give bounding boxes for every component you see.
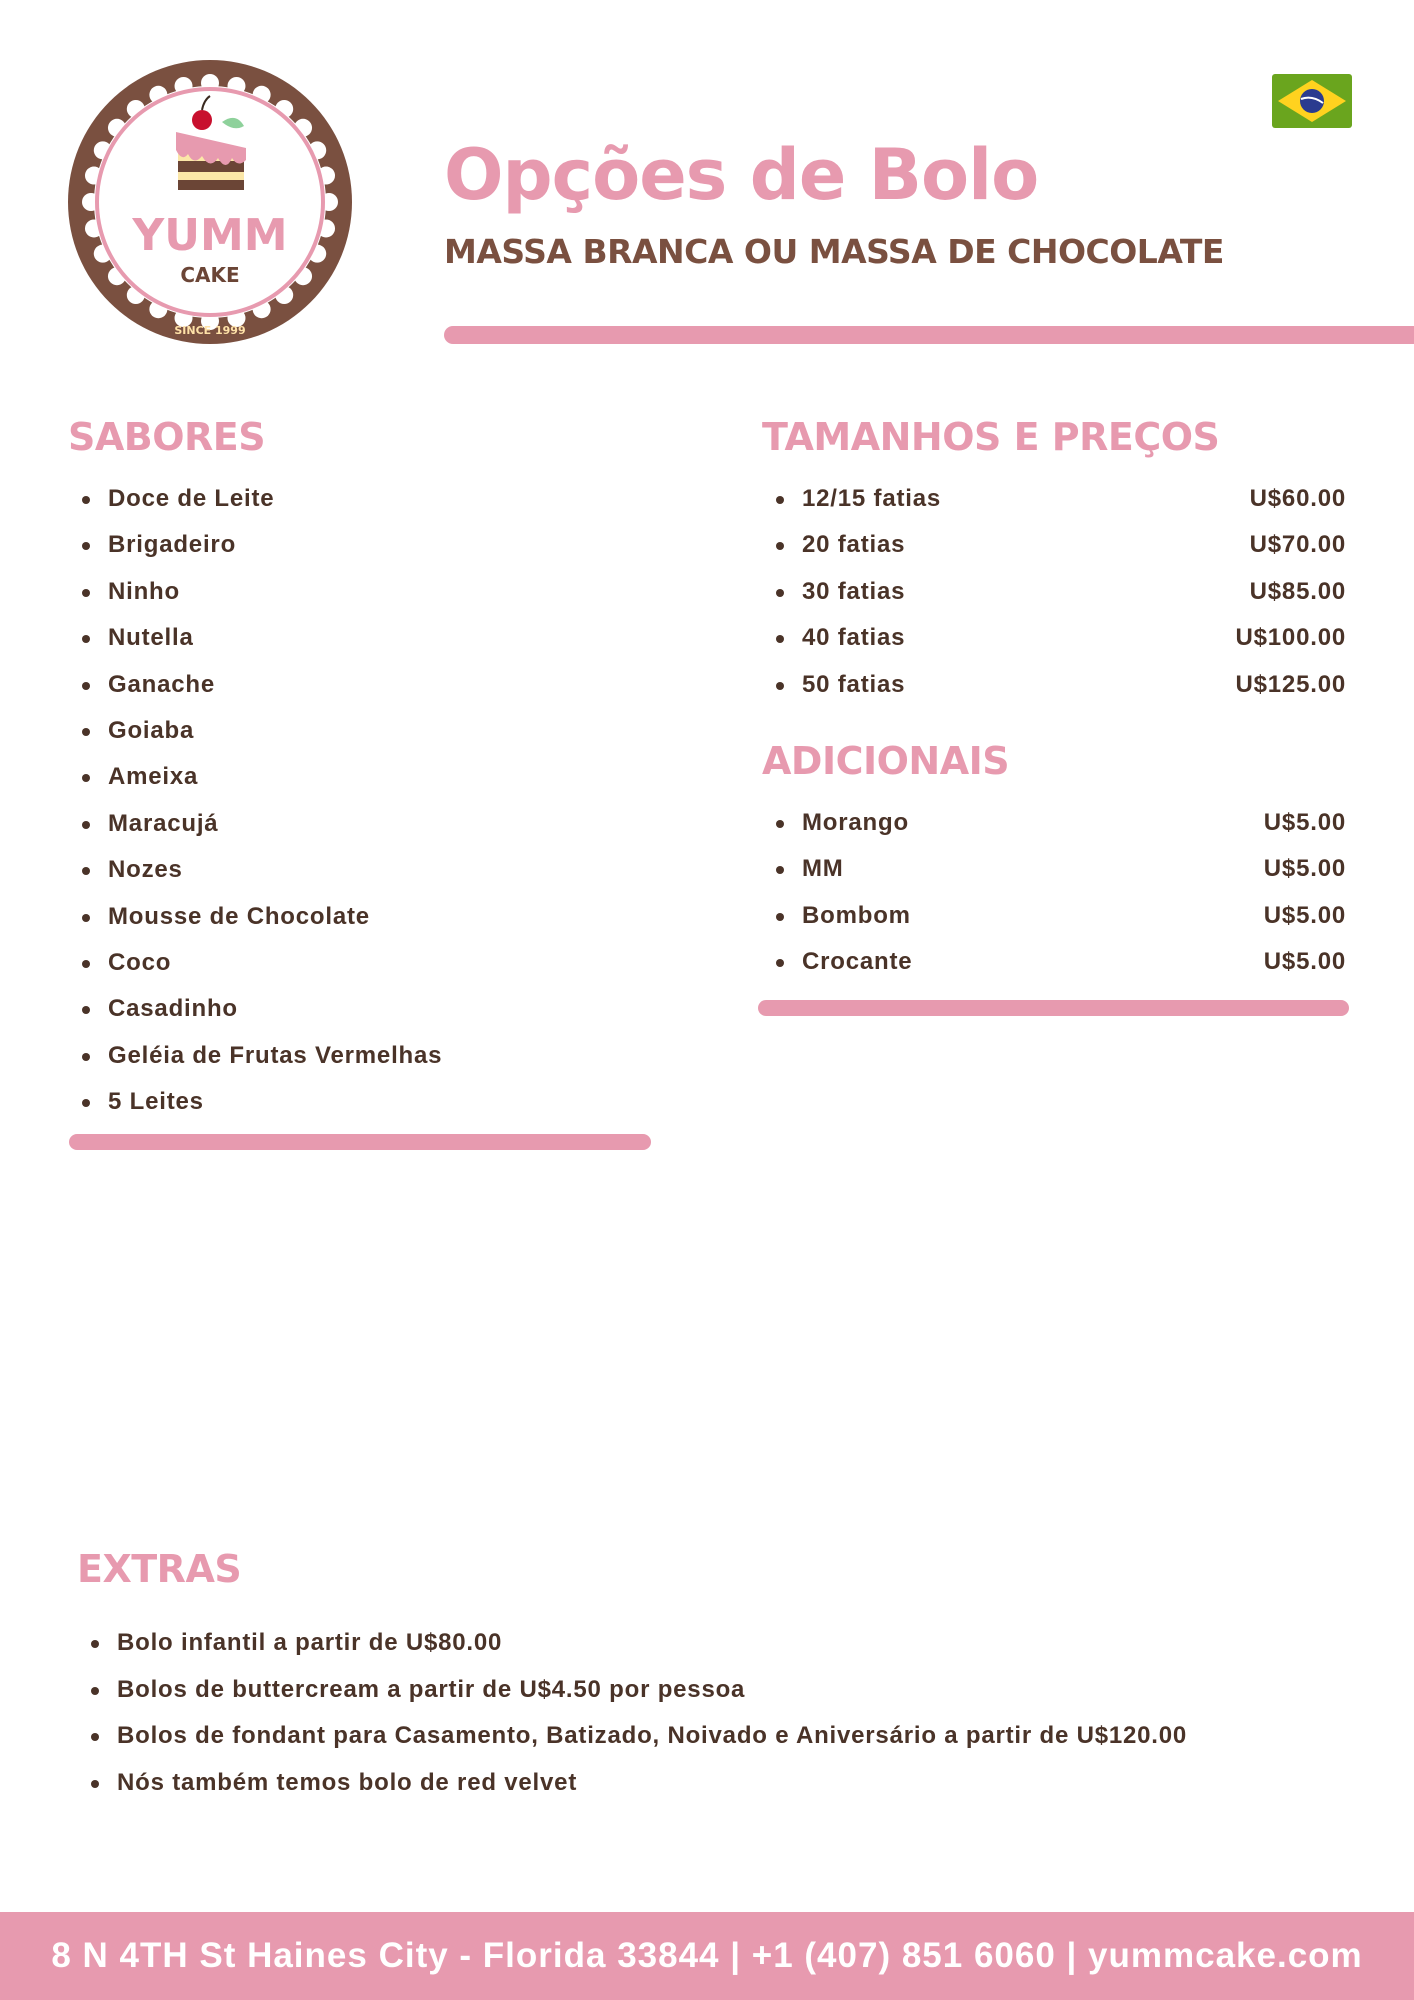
brazil-flag-icon[interactable] [1272, 74, 1352, 128]
page-subtitle: MASSA BRANCA OU MASSA DE CHOCOLATE [444, 232, 1224, 271]
list-item: Mousse de Chocolate [68, 894, 652, 940]
size-price: U$70.00 [1249, 531, 1346, 559]
addon-price: U$5.00 [1263, 855, 1346, 883]
size-price: U$60.00 [1249, 485, 1346, 512]
addon-price: U$5.00 [1263, 948, 1346, 976]
size-label: 30 fatias [802, 577, 906, 605]
sabores-divider [69, 1134, 651, 1150]
list-item: 5 Leites [68, 1079, 652, 1125]
addon-label: Bombom [802, 901, 911, 929]
list-item: Nós também temos bolo de red velvet [77, 1760, 1377, 1807]
adicionais-heading: ADICIONAIS [762, 739, 1010, 783]
adicionais-section [762, 736, 1346, 986]
list-item [762, 615, 1346, 661]
list-item: Coco [68, 940, 652, 986]
list-item [762, 800, 1346, 846]
addon-label: Crocante [802, 948, 913, 976]
list-item: Ninho [68, 569, 652, 615]
size-label: 12/15 fatias [802, 485, 942, 512]
sabores-section [68, 412, 652, 1125]
extras-heading: EXTRAS [77, 1547, 242, 1591]
addon-price: U$5.00 [1263, 901, 1346, 929]
tamanhos-section [762, 412, 1346, 708]
list-item: Ganache [68, 662, 652, 708]
size-label: 20 fatias [802, 531, 906, 559]
size-label: 50 fatias [802, 670, 906, 698]
addon-label: MM [802, 855, 844, 883]
addon-price: U$5.00 [1263, 809, 1346, 836]
size-price: U$100.00 [1235, 624, 1346, 652]
adicionais-divider [758, 1000, 1349, 1016]
addon-label: Morango [802, 809, 909, 836]
sabores-list [68, 476, 652, 1125]
logo-brand-bottom: CAKE [180, 263, 240, 287]
list-item: Brigadeiro [68, 522, 652, 568]
yumm-cake-logo [68, 60, 352, 344]
list-item: Goiaba [68, 708, 652, 754]
logo-since: SINCE 1999 [174, 324, 246, 337]
list-item: Maracujá [68, 801, 652, 847]
list-item [762, 939, 1346, 985]
size-label: 40 fatias [802, 624, 906, 652]
tamanhos-heading: TAMANHOS E PREÇOS [762, 415, 1220, 459]
list-item: Bolos de buttercream a partir de U$4.50 por pessoa [77, 1667, 1377, 1714]
tamanhos-list [762, 476, 1346, 708]
list-item [762, 893, 1346, 939]
footer-contact: 8 N 4TH St Haines City - Florida 33844 | +1 (407) 851 6060 | yummcake.com [51, 1936, 1363, 1975]
list-item: Geléia de Frutas Vermelhas [68, 1033, 652, 1079]
list-item [762, 476, 1346, 522]
adicionais-list [762, 800, 1346, 986]
list-item [762, 569, 1346, 615]
size-price: U$125.00 [1235, 670, 1346, 698]
page-title: Opções de Bolo [444, 134, 1039, 216]
list-item: Casadinho [68, 986, 652, 1032]
header-divider [444, 326, 1414, 344]
extras-section [77, 1544, 1377, 1806]
list-item [762, 846, 1346, 892]
list-item: Ameixa [68, 754, 652, 800]
list-item [762, 662, 1346, 708]
list-item [762, 522, 1346, 568]
size-price: U$85.00 [1249, 577, 1346, 605]
list-item: Nozes [68, 847, 652, 893]
sabores-heading: SABORES [68, 415, 266, 459]
list-item: Nutella [68, 615, 652, 661]
extras-list [77, 1620, 1377, 1806]
list-item: Bolos de fondant para Casamento, Batizado, Noivado e Aniversário a partir de U$120.00 [77, 1713, 1377, 1760]
footer-bar [0, 1912, 1414, 2000]
list-item: Bolo infantil a partir de U$80.00 [77, 1620, 1377, 1667]
logo-brand-top: YUMM [132, 210, 288, 261]
list-item: Doce de Leite [68, 476, 652, 522]
